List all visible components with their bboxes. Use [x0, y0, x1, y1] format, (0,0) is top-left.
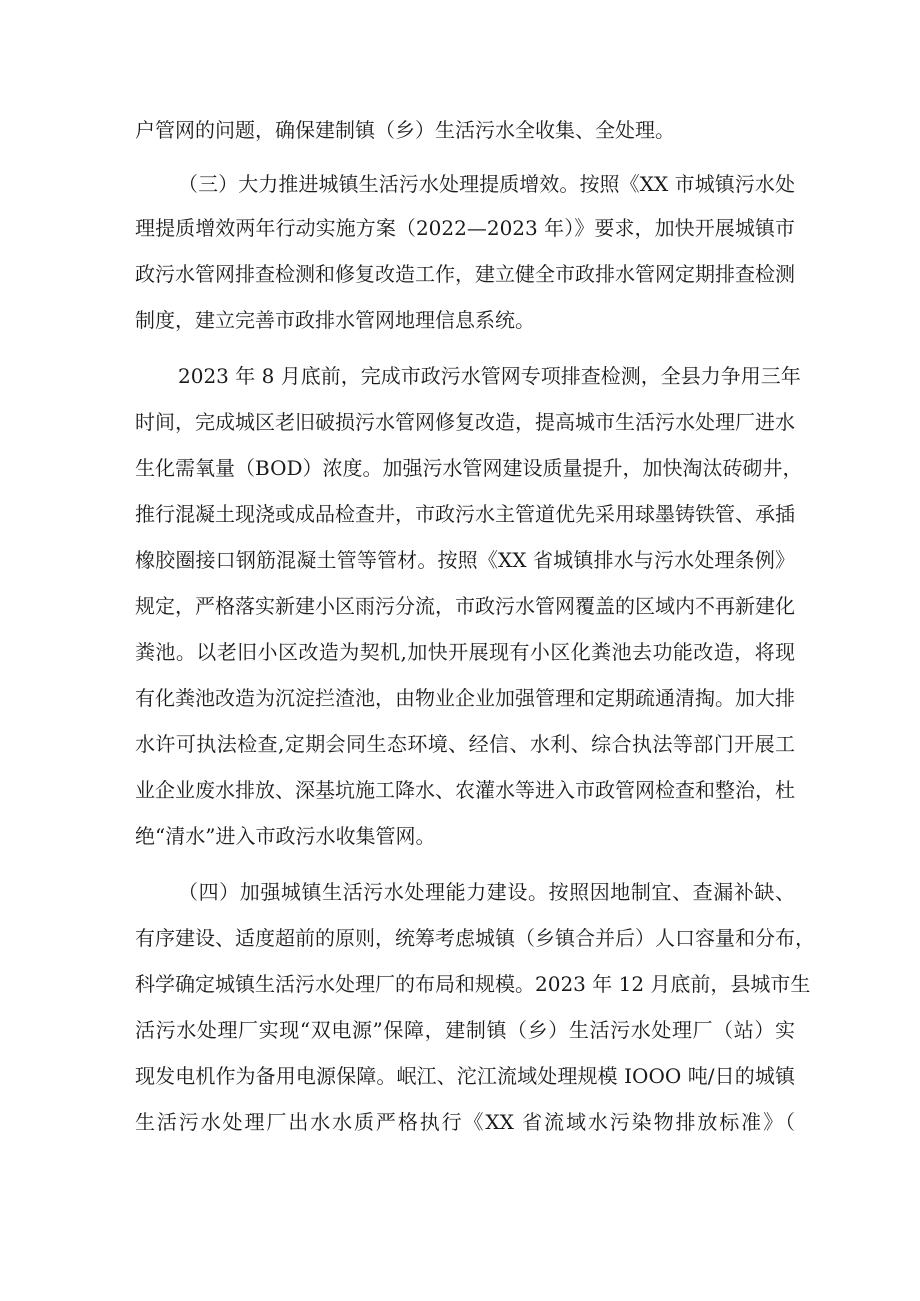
paragraph-start-line: 2023 年 8 月底前，完成市政污水管网专项排查检测，全县力争用三年: [178, 364, 801, 388]
text-line: 时间，完成城区老旧破损污水管网修复改造，提高城市生活污水处理厂进水: [135, 410, 795, 434]
text-line: 绝“清水”进入市政污水收集管网。: [135, 824, 436, 848]
text-line: 理提质增效两年行动实施方案（2022—2023 年）》要求，加快开展城镇市: [135, 216, 795, 240]
section-heading-line: （三）大力推进城镇生活污水处理提质增效。按照《XX 市城镇污水处: [178, 172, 795, 196]
text-line: 制度，建立完善市政排水管网地理信息系统。: [135, 308, 535, 332]
section-heading-line: （四）加强城镇生活污水处理能力建设。按照因地制宜、查漏补缺、: [178, 880, 795, 904]
text-line: 政污水管网排查检测和修复改造工作，建立健全市政排水管网定期排查检测: [135, 262, 795, 286]
text-line: 业企业废水排放、深基坑施工降水、农灌水等进入市政管网检查和整治，杜: [135, 778, 795, 802]
text-line: 科学确定城镇生活污水处理厂的布局和规模。2023 年 12 月底前，县城市生: [135, 972, 811, 996]
text-line: 水许可执法检查,定期会同生态环境、经信、水利、综合执法等部门开展工: [135, 732, 795, 756]
text-line: 推行混凝土现浇或成品检查井，市政污水主管道优先采用球墨铸铁管、承插: [135, 502, 795, 526]
text-line: 现发电机作为备用电源保障。岷江、沱江流域处理规模 IOOO 吨/日的城镇: [135, 1064, 795, 1088]
text-line: 有化粪池改造为沉淀拦渣池，由物业企业加强管理和定期疏通清掏。加大排: [135, 686, 795, 710]
text-line: 橡胶圈接口钢筋混凝土管等管材。按照《XX 省城镇排水与污水处理条例》: [135, 548, 795, 572]
text-line: 生化需氧量（BOD）浓度。加强污水管网建设质量提升，加快淘汰砖砌井，: [135, 456, 803, 480]
text-line: 生活污水处理厂出水水质严格执行《XX 省流域水污染物排放标准》（: [135, 1110, 795, 1134]
text-line: 有序建设、适度超前的原则，统筹考虑城镇（乡镇合并后）人口容量和分布，: [135, 926, 815, 950]
text-line: 规定，严格落实新建小区雨污分流，市政污水管网覆盖的区域内不再新建化: [135, 594, 795, 618]
text-line: 户管网的问题，确保建制镇（乡）生活污水全收集、全处理。: [135, 118, 675, 142]
text-line: 粪池。以老旧小区改造为契机,加快开展现有小区化粪池去功能改造，将现: [135, 640, 795, 664]
text-line: 活污水处理厂实现“双电源”保障，建制镇（乡）生活污水处理厂（站）实: [135, 1018, 795, 1042]
